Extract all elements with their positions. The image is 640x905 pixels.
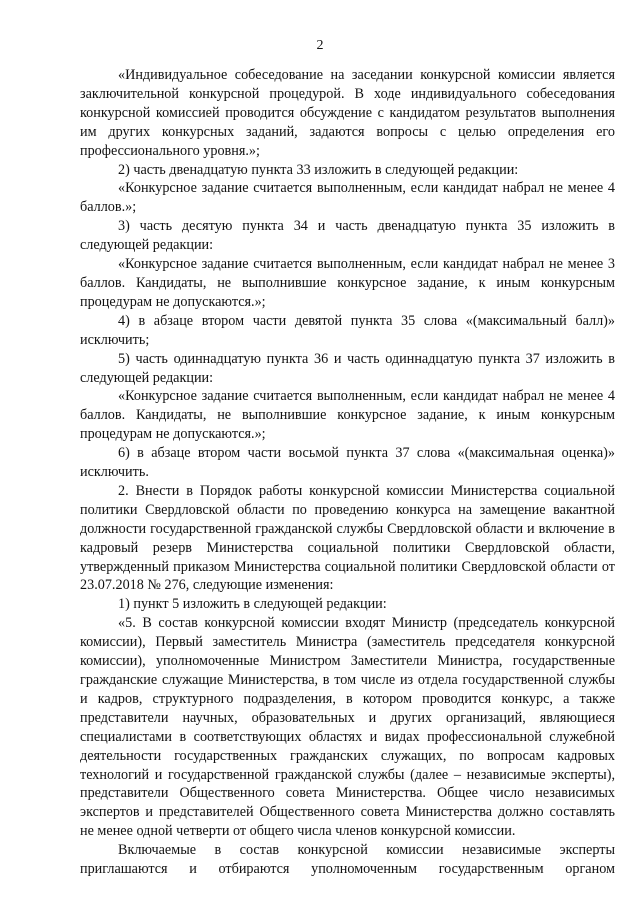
paragraph-item-2: 2) часть двенадцатую пункта 33 изложить в следующей редакции: xyxy=(118,161,519,178)
paragraph-quote-4-points-candidates: «Конкурсное задание считается выполненным, если кандидат набрал не менее 4 баллов. Кандидаты, не выполнившие конкурсное задание, к иным конкурсным процедурам не допускаются.»; xyxy=(80,388,615,443)
paragraph-experts-continued: Включаемые в состав конкурсной комиссии независимые эксперты приглашаются и отбираются уполномоченным государственным органом xyxy=(80,842,615,878)
document-body xyxy=(80,66,615,879)
paragraph-quote-3-points: «Конкурсное задание считается выполненным, если кандидат набрал не менее 3 баллов. Кандидаты, не выполнившие конкурсное задание, к иным конкурсным процедурам не допускаются.»; xyxy=(80,256,615,310)
paragraph-item-3: 3) часть десятую пункта 34 и часть двенадцатую пункта 35 изложить в следующей редакции: xyxy=(80,218,615,254)
paragraph-quote-interview: «Индивидуальное собеседование на заседании конкурсной комиссии является заключительной конкурсной процедурой. В ходе индивидуального собеседования конкурсной комиссией проводится обсуждение с кандидатом результатов выполнения им других конкурсных заданий, задаются вопросы с целью определения его профессионального уровня.»; xyxy=(80,67,615,159)
paragraph-section-2-item-1: 1) пункт 5 изложить в следующей редакции: xyxy=(118,596,387,613)
paragraph-section-2: 2. Внести в Порядок работы конкурсной комиссии Министерства социальной политики Свердловской области по проведению конкурса на замещение вакантной должности государственной гражданской службы Свердловской области и включение в кадровый резерв Министерства социальной политики Свердловской области, утвержденный приказом Министерства социальной политики Свердловской области от 23.07.2018 № 276, следующие изменения: xyxy=(80,482,615,594)
paragraph-item-4: 4) в абзаце втором части девятой пункта 35 слова «(максимальный балл)» исключить; xyxy=(80,312,615,348)
paragraph-item-5: 5) часть одиннадцатую пункта 36 и часть одиннадцатую пункта 37 изложить в следующей редакции: xyxy=(80,350,615,386)
page-number: 2 xyxy=(316,38,324,53)
paragraph-item-6: 6) в абзаце втором части восьмой пункта 37 слова «(максимальная оценка)» исключить. xyxy=(80,445,615,481)
paragraph-quote-point-5: «5. В состав конкурсной комиссии входят Министр (председатель конкурсной комиссии), Первый заместитель Министра (заместитель председателя конкурсной комиссии), уполномоченные Министром Заместители Министра, государственные гражданские служащие Министерства, в том числе из отдела государственной службы и кадров, структурного подразделения, в котором проводится конкурс, а также представители научных, образовательных и других организаций, являющиеся специалистами в соответствующих областях и видах профессиональной служебной деятельности государственных гражданских служащих, по вопросам кадровых технологий и государственной гражданской службы (далее – независимые эксперты), представители Общественного совета Министерства. Общее число независимых экспертов и представителей Общественного совета Министерства должно составлять не менее одной четверти от общего числа членов конкурсной комиссии. xyxy=(80,615,615,840)
paragraph-quote-4-points: «Конкурсное задание считается выполненным, если кандидат набрал не менее 4 баллов.»; xyxy=(80,180,615,216)
